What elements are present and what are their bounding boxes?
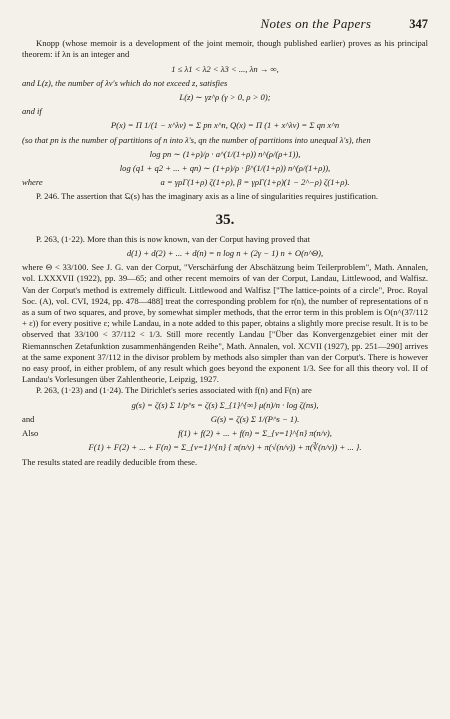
p263-dirichlet: P. 263, (1·23) and (1·24). The Dirichlet's series associated with f(n) and F(n) are <box>36 385 312 396</box>
running-title: Notes on the Papers <box>260 16 372 31</box>
equation-F-sum: F(1) + F(2) + ... + F(n) = Σ_{ν=1}^{n} { π(n/ν) + π(√(n/ν)) + π(∛(n/ν)) + ... }. <box>88 442 362 453</box>
equation-alpha-beta: a = γρΓ(1+ρ) ζ(1+ρ), β = γρΓ(1+ρ)(1 − 2^−ρ) ζ(1+ρ). <box>160 177 350 188</box>
so-that-text: (so that pn is the number of partitions of n into λ's, qn the number of partitions into unequal λ's), then <box>22 134 371 145</box>
where-label: where <box>22 177 43 188</box>
page-number: 347 <box>409 17 428 31</box>
and-label: and <box>22 413 35 424</box>
knopp-intro: Knopp (whose memoir is a development of the joint memoir, though published earlier) proves as his principal theorem: if λn is an integer and <box>22 38 428 60</box>
van-der-corput-paragraph: where Θ < 33/100. See J. G. van der Corput, "Verschärfung der Abschätzung beim Teilerproblem", Math. Annalen, vol. LXXXVII (1922), pp. 39—65; and other recent memoirs of van der Corput, Landau, Littlewood, and Walfisz. Van der Corput's method is extremely difficult. Littlewood and Walfisz ["The lattice-points of a circle", Proc. Royal Soc. (A), vol. CVI, 1924, pp. 478—488] treat the corresponding problem for r(n), the number of representations of n as a sum of two squares, and prove, by somewhat simpler methods, that the error term in this problem is O(n^(37/112 + ε)) for every positive ε; while Landau, in a note added to this paper, obtains a slightly more precise result. It is to be observed that 33/100 < 37/112 < 1/3. Still more recently Landau ["Über das Konvergenzgebiet einer mit der Riemannschen Zetafunktion zusammenhängenden Reihe", Math. Annalen, vol. XCVII (1927), pp. 251—290] arrives at the same exponent 37/112 in the divisor problem by methods also simpler than van der Corput's. There is however no easy proof, in either problem, of any result which goes beyond the exponent 1/3. See for all this theory vol. II of Landau's Vorlesungen über Zahlentheorie, Leipzig, 1927. <box>22 262 428 385</box>
equation-g: g(s) = ζ(s) Σ 1/p^s = ζ(s) Σ_{1}^{∞} μ(n)/n · log ζ(ns), <box>131 399 319 410</box>
and-if: and if <box>22 106 42 117</box>
equation-P-Q: P(x) = Π 1/(1 − x^λν) = Σ pn x^n, Q(x) = Π (1 + x^λν) = Σ qn x^n <box>110 120 340 131</box>
also-row <box>22 428 428 439</box>
equation-G: G(s) = ζ(s) Σ 1/(P^s − 1). <box>210 413 300 424</box>
and-text: and L(z), the number of λν's which do not exceed z, satisfies <box>22 77 228 88</box>
also-label: Also <box>22 428 39 439</box>
p263-intro: P. 263, (1·22). More than this is now known, van der Corput having proved that <box>36 233 311 244</box>
equation-divisor: d(1) + d(2) + ... + d(n) = n log n + (2γ − 1) n + O(n^Θ), <box>126 248 324 259</box>
and-row <box>22 414 428 425</box>
equation-log-p: log pn ∼ (1+ρ)/ρ · a^(1/(1+ρ)) n^(ρ/(ρ+1)), <box>149 148 301 159</box>
where-row <box>22 177 428 188</box>
equation-log-q: log (q1 + q2 + ... + qn) ∼ (1+ρ)/ρ · β^(1/(1+ρ)) n^(ρ/(1+ρ)), <box>119 163 331 174</box>
equation-f-sum: f(1) + f(2) + ... + f(n) = Σ_{ν=1}^{n} π(n/ν), <box>178 428 332 439</box>
closing-sentence: The results stated are readily deducible from these. <box>22 456 198 467</box>
section-number: 35. <box>215 211 235 228</box>
running-header <box>22 18 428 30</box>
equation-L: L(z) ∼ γz^ρ (γ > 0, ρ > 0); <box>179 92 271 103</box>
equation-lambda: 1 ≤ λ1 < λ2 < λ3 < ..., λn → ∞, <box>171 63 279 74</box>
p246-note: P. 246. The assertion that 𝔔(s) has the imaginary axis as a line of singularities requires justification. <box>36 191 379 202</box>
